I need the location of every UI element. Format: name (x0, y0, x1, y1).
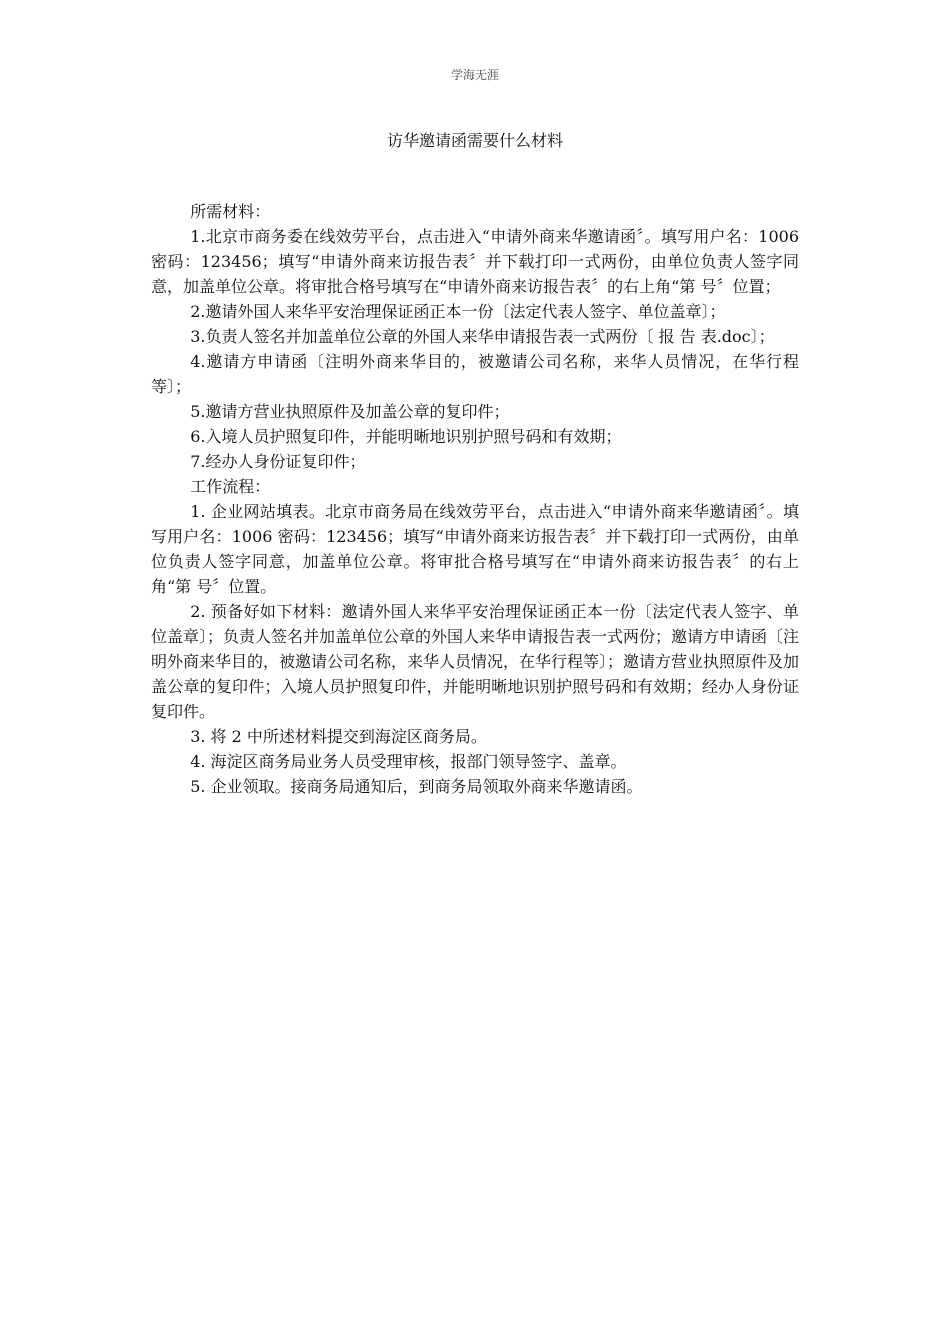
paragraph-material-6: 6.入境人员护照复印件，并能明晰地识别护照号码和有效期； (190, 427, 622, 446)
document-body (151, 199, 799, 799)
page-header: 学海无涯 (450, 68, 499, 82)
paragraph-material-3: 3.负责人签名并加盖单位公章的外国人来华申请报告表一式两份〔 报 告 表.doc〕； (190, 327, 775, 346)
paragraph-material-4: 4.邀请方申请函〔注明外商来华目的，被邀请公司名称，来华人员情况，在华行程等〕； (151, 352, 799, 396)
paragraph-process-4: 4. 海淀区商务局业务人员受理审核，报部门领导签字、盖章。 (190, 752, 627, 771)
paragraph-process-1: 1. 企业网站填表。北京市商务局在线效劳平台，点击进入“申请外商来华邀请函〞。填写用户名：1006 密码：123456；填写“申请外商来访报告表〞并下载打印一式两份，由单位负责人签字同意，加盖单位公章。将审批合格号填写在“申请外商来访报告表〞的右上角“第 号〞位置。 (151, 502, 799, 596)
paragraph-process-3: 3. 将 2 中所述材料提交到海淀区商务局。 (190, 727, 487, 746)
paragraph-material-1: 1.北京市商务委在线效劳平台，点击进入“申请外商来华邀请函〞。填写用户名：1006 密码：123456；填写“申请外商来访报告表〞并下载打印一式两份，由单位负责人签字同意，加盖单位公章。将审批合格号填写在“申请外商来访报告表〞的右上角“第 号〞位置； (151, 227, 799, 296)
paragraph-process-2: 2. 预备好如下材料：邀请外国人来华平安治理保证函正本一份〔法定代表人签字、单位盖章〕；负责人签名并加盖单位公章的外国人来华申请报告表一式两份；邀请方申请函〔注明外商来华目的，被邀请公司名称，来华人员情况，在华行程等〕；邀请方营业执照原件及加盖公章的复印件；入境人员护照复印件，并能明晰地识别护照号码和有效期；经办人身份证复印件。 (151, 602, 800, 721)
paragraph-material-2: 2.邀请外国人来华平安治理保证函正本一份〔法定代表人签字、单位盖章〕； (190, 302, 726, 321)
paragraph-material-5: 5.邀请方营业执照原件及加盖公章的复印件； (190, 402, 510, 421)
paragraph-materials-heading: 所需材料： (190, 202, 271, 221)
document-title: 访华邀请函需要什么材料 (386, 131, 563, 150)
paragraph-material-7: 7.经办人身份证复印件； (190, 452, 366, 471)
paragraph-process-heading: 工作流程： (190, 477, 271, 496)
paragraph-process-5: 5. 企业领取。接商务局通知后，到商务局领取外商来华邀请函。 (190, 777, 643, 796)
